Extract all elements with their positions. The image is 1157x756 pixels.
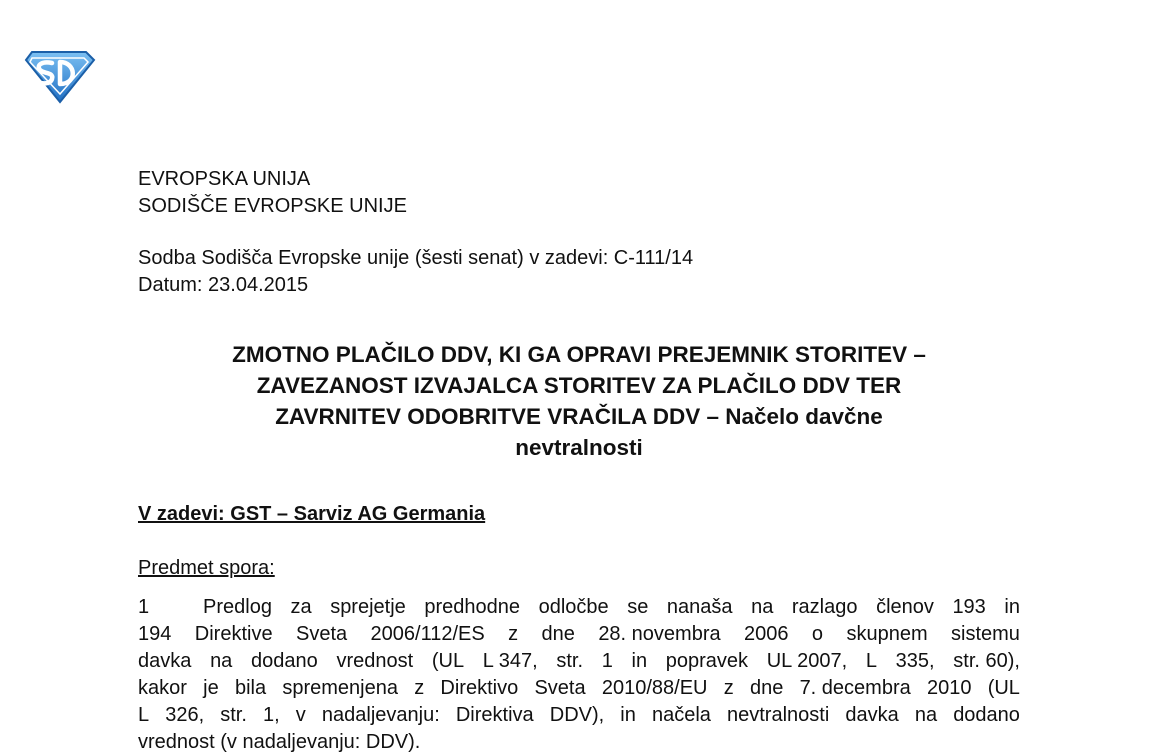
court-emblem-logo bbox=[22, 48, 96, 104]
paragraph-word: načela bbox=[651, 704, 711, 726]
paragraph-word: 2006 bbox=[744, 623, 789, 645]
paragraph-word: str. 60), bbox=[953, 650, 1020, 672]
paragraph-word: Direktive bbox=[194, 623, 273, 645]
paragraph-word: 326, bbox=[165, 704, 205, 726]
paragraph-word: na bbox=[751, 596, 774, 618]
paragraph-word: popravek bbox=[665, 650, 749, 672]
paragraph-word: davka bbox=[845, 704, 899, 726]
paragraph-word: nanaša bbox=[666, 596, 733, 618]
title-line: ZAVRNITEV ODOBRITVE VRAČILA DDV – Načelo davčne bbox=[275, 404, 883, 429]
paragraph-word: (UL bbox=[987, 677, 1020, 699]
paragraph-word: kakor bbox=[138, 677, 187, 699]
paragraph-word: bila bbox=[234, 677, 267, 699]
paragraph-word: dne bbox=[541, 623, 575, 645]
paragraph-word: str. bbox=[220, 704, 247, 726]
paragraph-word: se bbox=[627, 596, 649, 618]
paragraph-word: Predlog bbox=[203, 596, 272, 618]
paragraph-word: Sveta bbox=[534, 677, 586, 699]
paragraph-word: spremenjena bbox=[282, 677, 398, 699]
paragraph-word: 7. decembra bbox=[799, 677, 911, 699]
paragraph-word: na bbox=[210, 650, 233, 672]
judgment-reference: Sodba Sodišča Evropske unije (šesti senat) v zadevi: C-111/14 bbox=[138, 247, 694, 269]
subject-heading: Predmet spora: bbox=[138, 557, 275, 579]
paragraph-word: dne bbox=[749, 677, 784, 699]
paragraph-word: 28. novembra bbox=[598, 623, 721, 645]
paragraph-word: L 347, bbox=[482, 650, 538, 672]
paragraph-line bbox=[138, 702, 1020, 729]
title-line: ZMOTNO PLAČILO DDV, KI GA OPRAVI PREJEMNIK STORITEV – bbox=[232, 342, 926, 367]
paragraph-word: 335, bbox=[895, 650, 935, 672]
paragraph-word: z bbox=[508, 623, 519, 645]
paragraph-word: sistemu bbox=[951, 623, 1020, 645]
paragraph-word: nadaljevanju: bbox=[321, 704, 440, 726]
paragraph-word: 2006/112/ES bbox=[370, 623, 485, 645]
paragraph-1 bbox=[138, 594, 1020, 756]
paragraph-word: in bbox=[620, 704, 636, 726]
paragraph-word: vrednost bbox=[336, 650, 414, 672]
paragraph-word: Sveta bbox=[295, 623, 348, 645]
paragraph-word: 1 bbox=[601, 650, 613, 672]
paragraph-word: nevtralnosti bbox=[727, 704, 830, 726]
paragraph-word: za bbox=[290, 596, 312, 618]
title-line: nevtralnosti bbox=[515, 435, 643, 460]
paragraph-word: o bbox=[811, 623, 824, 645]
paragraph-word: v bbox=[295, 704, 306, 726]
paragraph-word: razlago bbox=[791, 596, 858, 618]
document-title bbox=[138, 339, 1020, 463]
document-header bbox=[138, 166, 407, 220]
paragraph-line bbox=[138, 648, 1020, 675]
paragraph-word: in bbox=[1004, 596, 1020, 618]
paragraph-word: Direktiva bbox=[455, 704, 534, 726]
paragraph-word: L bbox=[865, 650, 877, 672]
paragraph-word: sprejetje bbox=[330, 596, 406, 618]
paragraph-word: davka bbox=[138, 650, 192, 672]
paragraph-word: str. bbox=[556, 650, 583, 672]
case-parties: V zadevi: GST – Sarviz AG Germania bbox=[138, 503, 486, 525]
paragraph-word: dodano bbox=[251, 650, 318, 672]
paragraph-word: dodano bbox=[953, 704, 1020, 726]
paragraph-word: UL 2007, bbox=[766, 650, 848, 672]
paragraph-word: predhodne bbox=[424, 596, 521, 618]
paragraph-word: z bbox=[723, 677, 734, 699]
paragraph-word: 2010 bbox=[926, 677, 972, 699]
paragraph-word: z bbox=[414, 677, 425, 699]
paragraph-word: in bbox=[631, 650, 648, 672]
paragraph-line bbox=[138, 675, 1020, 702]
paragraph-word: L bbox=[138, 704, 150, 726]
paragraph-word: je bbox=[203, 677, 219, 699]
header-line-court: SODIŠČE EVROPSKE UNIJE bbox=[138, 195, 407, 217]
paragraph-word: vrednost (v nadaljevanju: DDV). bbox=[138, 731, 421, 753]
paragraph-word: členov bbox=[876, 596, 934, 618]
case-info bbox=[138, 245, 693, 299]
title-line: ZAVEZANOST IZVAJALCA STORITEV ZA PLAČILO DDV TER bbox=[256, 373, 902, 398]
paragraph-word: DDV), bbox=[549, 704, 605, 726]
paragraph-lead bbox=[138, 594, 272, 621]
paragraph-line bbox=[138, 621, 1020, 648]
paragraph-word: Direktivo bbox=[440, 677, 519, 699]
paragraph-number: 1 bbox=[138, 596, 150, 618]
paragraph-word: skupnem bbox=[846, 623, 928, 645]
paragraph-word: 194 bbox=[138, 623, 172, 645]
header-line-eu: EVROPSKA UNIJA bbox=[138, 168, 311, 190]
paragraph-word: 1, bbox=[263, 704, 280, 726]
paragraph-line bbox=[138, 594, 1020, 621]
paragraph-word: odločbe bbox=[538, 596, 609, 618]
paragraph-word: (UL bbox=[431, 650, 465, 672]
paragraph-word: na bbox=[914, 704, 938, 726]
paragraph-word: 193 bbox=[952, 596, 986, 618]
judgment-date: Datum: 23.04.2015 bbox=[138, 274, 309, 296]
paragraph-word: 2010/88/EU bbox=[601, 677, 708, 699]
